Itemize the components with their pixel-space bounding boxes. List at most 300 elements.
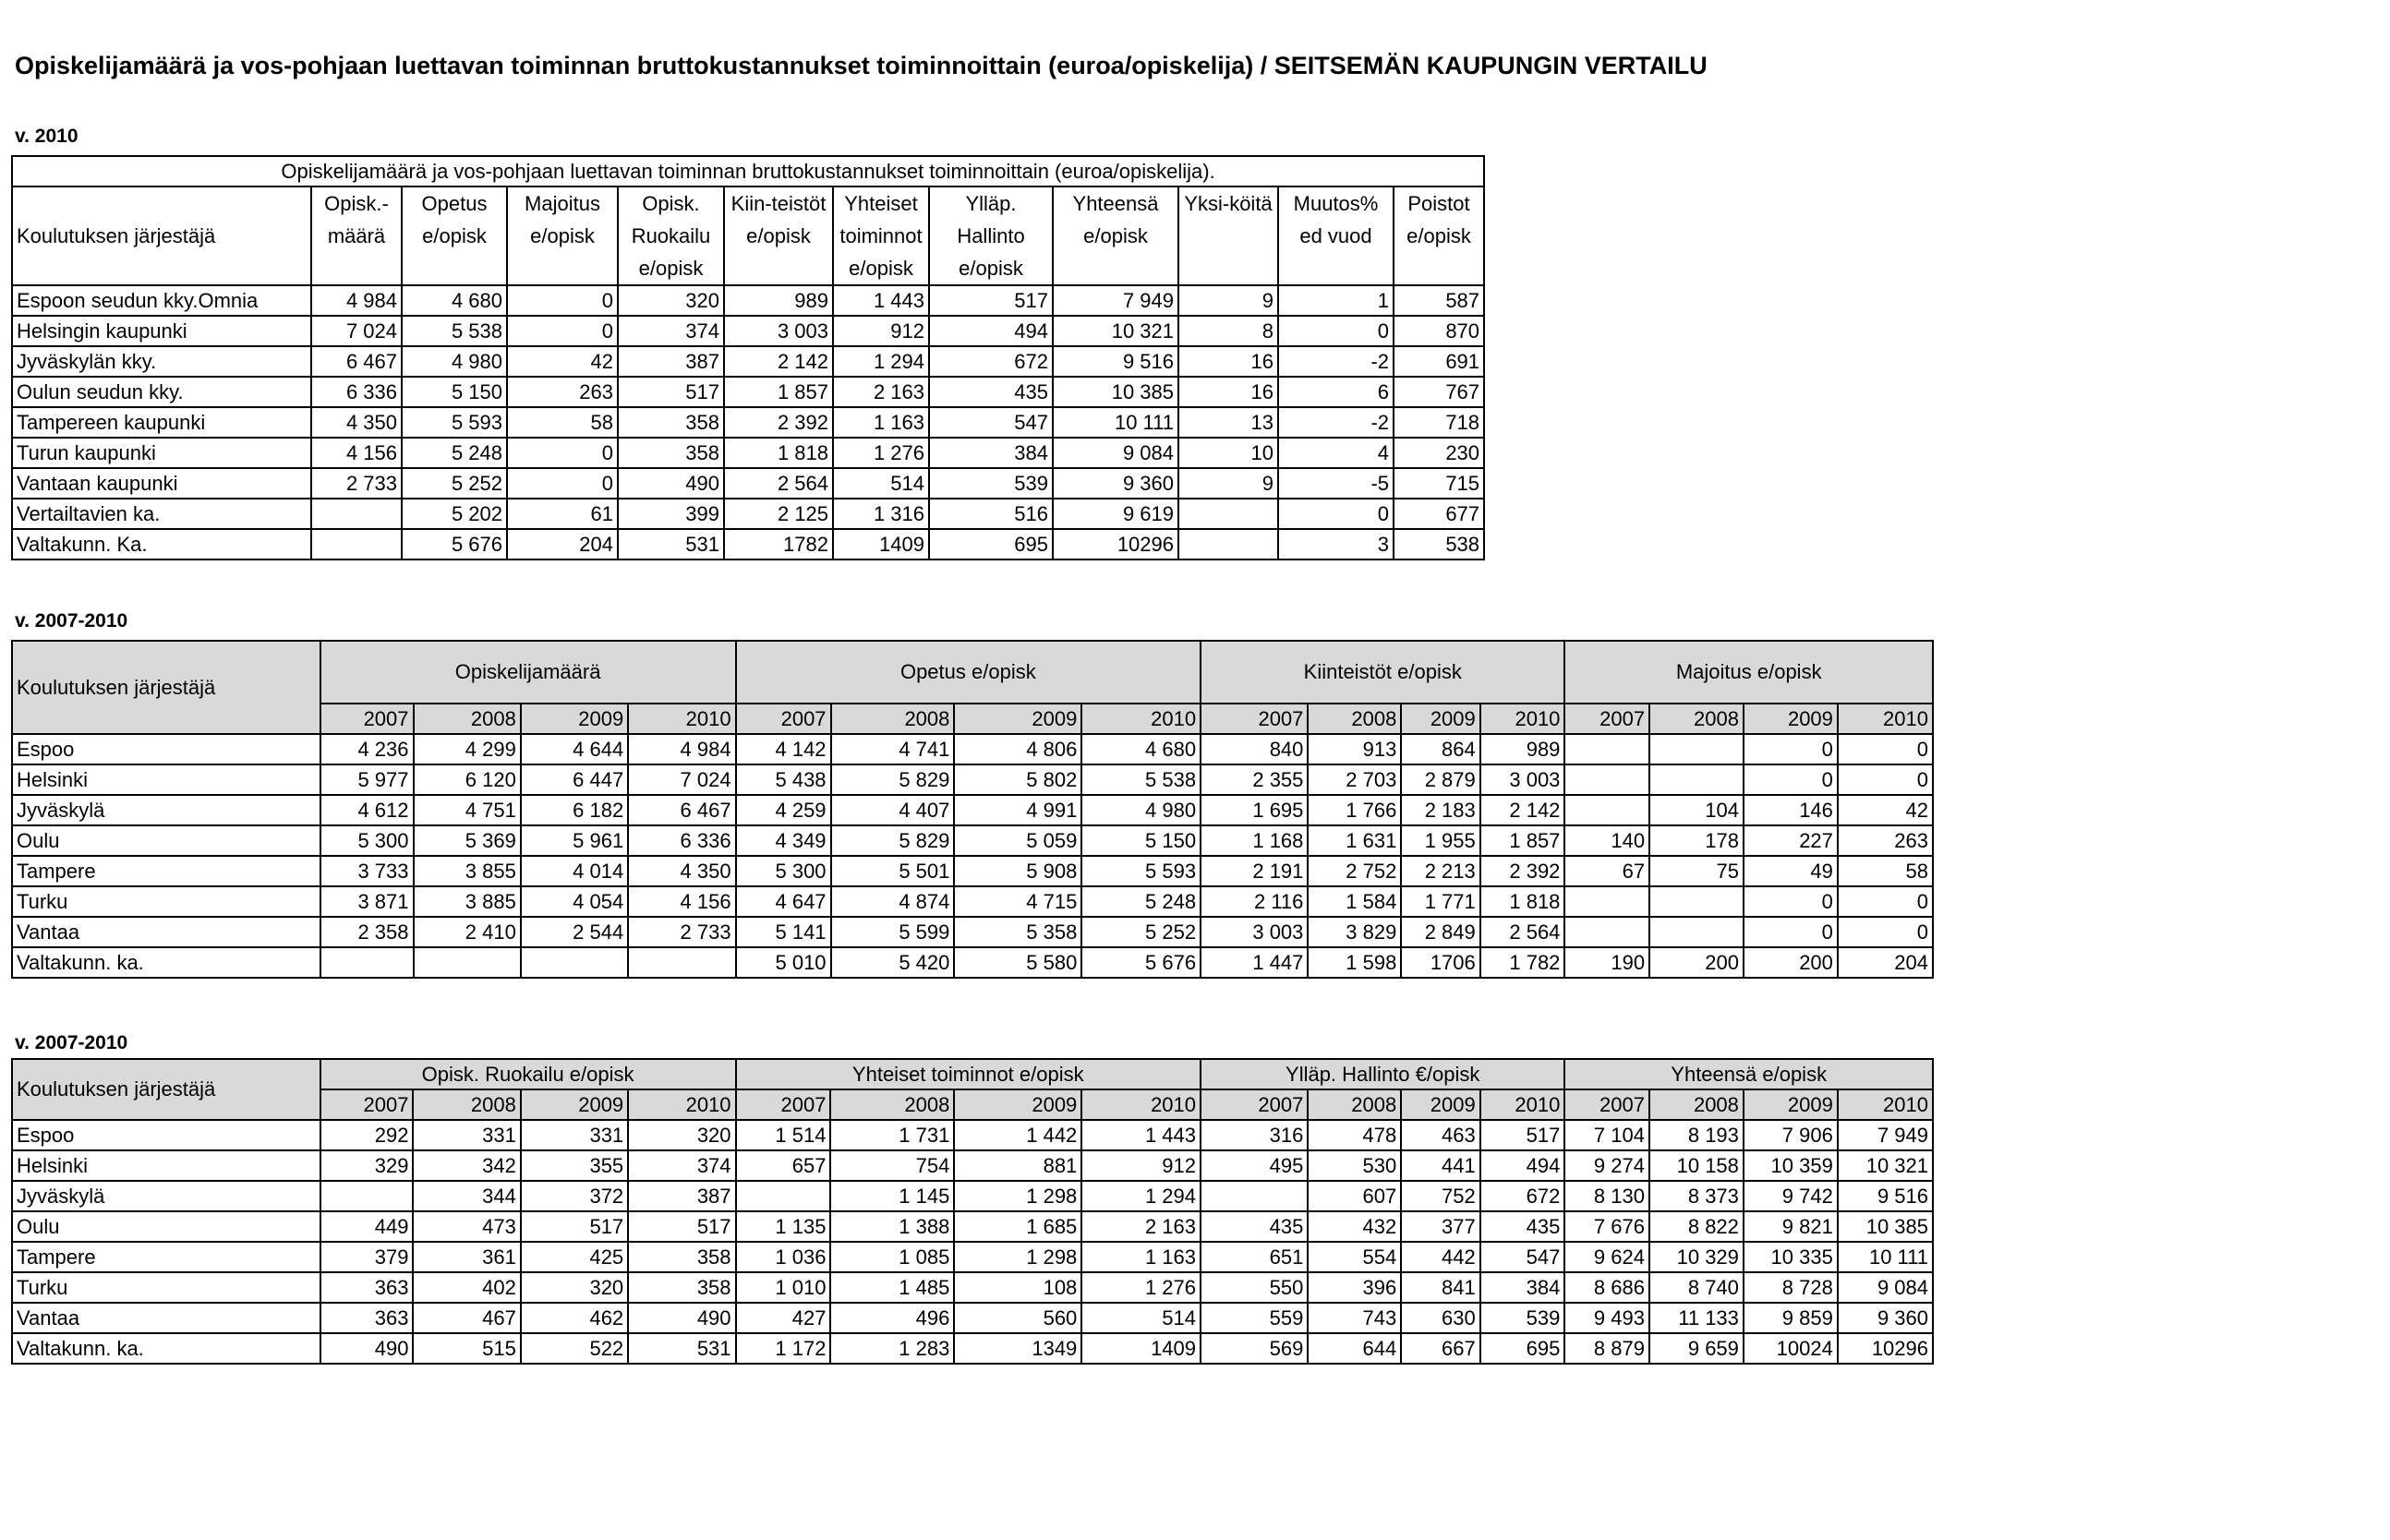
table-cell: 67 [1564, 856, 1649, 886]
table-cell: 1 298 [954, 1242, 1081, 1272]
row-label: Espoon seudun kky.Omnia [12, 285, 311, 316]
table-cell: 425 [521, 1242, 628, 1272]
table-cell: 402 [413, 1272, 520, 1303]
table-cell: 2 191 [1201, 856, 1308, 886]
row-label: Oulun seudun kky. [12, 377, 311, 407]
table-cell: 559 [1201, 1303, 1308, 1333]
table-cell: 2 355 [1201, 764, 1308, 795]
table-row [12, 917, 1933, 947]
table-cell: 230 [1394, 438, 1484, 468]
year-header: 2010 [1480, 1089, 1565, 1120]
row-label: Helsinki [12, 1150, 320, 1181]
table-cell [1178, 499, 1278, 529]
table-cell: 227 [1744, 825, 1838, 856]
row-label: Turku [12, 1272, 320, 1303]
column-header: Poistot e/opisk [1394, 186, 1484, 285]
table-cell: 1409 [1081, 1333, 1201, 1364]
table-cell: 1782 [724, 529, 833, 559]
table-cell: 5 248 [1081, 886, 1201, 917]
table-cell: 5 150 [1081, 825, 1201, 856]
table-row [12, 764, 1933, 795]
table-cell: 7 104 [1564, 1120, 1649, 1150]
table-cell: 657 [736, 1150, 831, 1181]
column-header-organizer: Koulutuksen järjestäjä [12, 1059, 320, 1120]
table-cell: 204 [507, 529, 618, 559]
year-header: 2007 [320, 704, 414, 734]
table-cell [1564, 917, 1649, 947]
year-header: 2009 [1401, 704, 1479, 734]
table-cell: 0 [1278, 499, 1394, 529]
table-cell: 200 [1649, 947, 1744, 978]
table-cell [1649, 886, 1744, 917]
table-cell: 42 [1838, 795, 1933, 825]
table-cell: 9 619 [1053, 499, 1178, 529]
table-cell: 2 733 [628, 917, 735, 947]
table-cell: 4 350 [628, 856, 735, 886]
row-label: Jyväskylä [12, 795, 320, 825]
table-cell: 2 142 [724, 346, 833, 377]
table-row [12, 1242, 1933, 1272]
table-2007-2010-costs [11, 1058, 1934, 1365]
year-header: 2008 [830, 1089, 954, 1120]
table-cell: 1706 [1401, 947, 1479, 978]
table-cell: 1 782 [1480, 947, 1565, 978]
table-cell: 1 685 [954, 1211, 1081, 1242]
table-cell: 2 116 [1201, 886, 1308, 917]
table-cell [1178, 529, 1278, 559]
table-cell: 4 715 [954, 886, 1081, 917]
table-cell: 4 142 [736, 734, 831, 764]
table-cell: 75 [1649, 856, 1744, 886]
table-cell: 9 659 [1649, 1333, 1744, 1364]
table-cell: 399 [618, 499, 724, 529]
table-cell: 1349 [954, 1333, 1081, 1364]
column-header: Yksi-köitä [1178, 186, 1278, 285]
table-cell: 743 [1308, 1303, 1401, 1333]
table-row [12, 407, 1484, 438]
table-cell: 752 [1401, 1181, 1479, 1211]
table-row [12, 499, 1484, 529]
table-cell: 11 133 [1649, 1303, 1744, 1333]
row-label: Vertailtavien ka. [12, 499, 311, 529]
table-cell: 435 [1201, 1211, 1308, 1242]
table-cell: 514 [833, 468, 929, 499]
table-cell: 2 213 [1401, 856, 1479, 886]
table-cell: 1 766 [1308, 795, 1401, 825]
table-cell: 5 252 [402, 468, 507, 499]
table-cell: 10296 [1053, 529, 1178, 559]
table-cell: 3 855 [414, 856, 521, 886]
year-header: 2007 [1564, 704, 1649, 734]
table-cell: 1 135 [736, 1211, 831, 1242]
table-cell [736, 1181, 831, 1211]
table-cell: 0 [507, 316, 618, 346]
table-caption: Opiskelijamäärä ja vos-pohjaan luettavan toiminnan bruttokustannukset toiminnoittain (euroa/opiskelija). [12, 156, 1484, 186]
table-cell: 9 360 [1838, 1303, 1933, 1333]
year-header: 2007 [1564, 1089, 1649, 1120]
year-header: 2009 [521, 1089, 628, 1120]
table-cell: 718 [1394, 407, 1484, 438]
year-header: 2010 [628, 704, 735, 734]
year-header: 2007 [1201, 704, 1308, 734]
table-cell: 1 818 [1480, 886, 1565, 917]
table-cell: 10 385 [1838, 1211, 1933, 1242]
column-header: Yhteiset toiminnot e/opisk [833, 186, 929, 285]
table-cell: 4 349 [736, 825, 831, 856]
table-cell: 384 [1480, 1272, 1565, 1303]
table-row [12, 438, 1484, 468]
table-cell: 2 358 [320, 917, 414, 947]
table-cell: 358 [618, 407, 724, 438]
column-group-header: Opisk. Ruokailu e/opisk [320, 1059, 736, 1089]
table-cell: 363 [320, 1303, 414, 1333]
table-cell: 316 [1201, 1120, 1308, 1150]
table-cell: 4 407 [831, 795, 955, 825]
table-cell: 1 695 [1201, 795, 1308, 825]
table-cell: 5 420 [831, 947, 955, 978]
row-label: Turku [12, 886, 320, 917]
table-cell: 387 [628, 1181, 735, 1211]
table-cell: 320 [628, 1120, 735, 1150]
table-cell: 6 467 [628, 795, 735, 825]
table-row [12, 468, 1484, 499]
table-cell: 331 [413, 1120, 520, 1150]
table-cell: 7 024 [311, 316, 402, 346]
table-cell: 554 [1308, 1242, 1401, 1272]
row-label: Jyväskylä [12, 1181, 320, 1211]
row-label: Jyväskylän kky. [12, 346, 311, 377]
table-cell: 263 [1838, 825, 1933, 856]
table-cell [1649, 734, 1744, 764]
table-cell: 5 010 [736, 947, 831, 978]
table-cell: 9 084 [1053, 438, 1178, 468]
column-header: Kiin-teistöt e/opisk [724, 186, 833, 285]
table-cell: 531 [628, 1333, 735, 1364]
table-cell: 2 163 [833, 377, 929, 407]
table-cell: 10 385 [1053, 377, 1178, 407]
table-cell: 1 443 [833, 285, 929, 316]
table-cell: 1 145 [830, 1181, 954, 1211]
row-label: Tampere [12, 1242, 320, 1272]
page-title: Opiskelijamäärä ja vos-pohjaan luettavan toiminnan bruttokustannukset toiminnoittain (euroa/opiskelija) / SEITSEMÄN KAUPUNGIN VERTAILU [15, 52, 1708, 79]
table-cell: 539 [929, 468, 1053, 499]
row-label: Valtakunn. ka. [12, 1333, 320, 1364]
table-cell: 463 [1401, 1120, 1479, 1150]
table-cell: 5 300 [320, 825, 414, 856]
table-cell: 1 955 [1401, 825, 1479, 856]
table-row [12, 346, 1484, 377]
year-header: 2008 [831, 704, 955, 734]
table-cell: 490 [320, 1333, 414, 1364]
year-header: 2010 [628, 1089, 735, 1120]
table-cell: 4 751 [414, 795, 521, 825]
table-cell [1564, 886, 1649, 917]
table-cell: 1 514 [736, 1120, 831, 1150]
row-label: Vantaa [12, 1303, 320, 1333]
table-cell: 1 [1278, 285, 1394, 316]
table-cell: 8 728 [1744, 1272, 1838, 1303]
table-cell: 4 350 [311, 407, 402, 438]
table-cell: 58 [507, 407, 618, 438]
row-label: Tampereen kaupunki [12, 407, 311, 438]
table-cell: 5 538 [402, 316, 507, 346]
table-cell: 9 859 [1744, 1303, 1838, 1333]
table-cell: 2 849 [1401, 917, 1479, 947]
table-cell: 1 857 [724, 377, 833, 407]
column-header: Opisk.-määrä [311, 186, 402, 285]
table-cell: 6 120 [414, 764, 521, 795]
column-header: Muutos% ed vuod [1278, 186, 1394, 285]
column-group-header: Ylläp. Hallinto €/opisk [1201, 1059, 1564, 1089]
table-row [12, 316, 1484, 346]
table-cell: 178 [1649, 825, 1744, 856]
table-cell: 1 818 [724, 438, 833, 468]
table-cell: 5 501 [831, 856, 955, 886]
table-cell: 467 [413, 1303, 520, 1333]
table-cell: 0 [1744, 917, 1838, 947]
table-cell: 913 [1308, 734, 1401, 764]
table-cell: 672 [929, 346, 1053, 377]
table-cell: 2 564 [1480, 917, 1565, 947]
table-cell: 9 742 [1744, 1181, 1838, 1211]
table-cell: 1 584 [1308, 886, 1401, 917]
table-cell: 1 447 [1201, 947, 1308, 978]
table-cell: 870 [1394, 316, 1484, 346]
table-cell: 387 [618, 346, 724, 377]
table-cell: 5 300 [736, 856, 831, 886]
table-cell: 1 276 [833, 438, 929, 468]
table-cell: 5 248 [402, 438, 507, 468]
table-cell: 1409 [833, 529, 929, 559]
table-cell: 441 [1401, 1150, 1479, 1181]
table-cell: 4 741 [831, 734, 955, 764]
table-cell: 6 336 [628, 825, 735, 856]
table-cell [1564, 734, 1649, 764]
table-cell: 384 [929, 438, 1053, 468]
table-cell: 538 [1394, 529, 1484, 559]
table-cell: 372 [521, 1181, 628, 1211]
table-cell: 3 003 [1480, 764, 1565, 795]
table-cell: 547 [1480, 1242, 1565, 1272]
table-cell: 5 908 [954, 856, 1081, 886]
table-cell: 1 168 [1201, 825, 1308, 856]
table-cell: 989 [724, 285, 833, 316]
table-cell: 9 274 [1564, 1150, 1649, 1181]
table-cell: 1 771 [1401, 886, 1479, 917]
table-cell: 840 [1201, 734, 1308, 764]
table-cell: 1 010 [736, 1272, 831, 1303]
table-cell: 4 156 [311, 438, 402, 468]
table-cell: 355 [521, 1150, 628, 1181]
table-cell: 377 [1401, 1211, 1479, 1242]
table-cell: 7 906 [1744, 1120, 1838, 1150]
table-cell: 569 [1201, 1333, 1308, 1364]
table-cell: 58 [1838, 856, 1933, 886]
table-cell [521, 947, 628, 978]
table-cell: 2 142 [1480, 795, 1565, 825]
table-cell: 104 [1649, 795, 1744, 825]
table-cell: 9 516 [1838, 1181, 1933, 1211]
table-cell: 1 294 [833, 346, 929, 377]
table-cell: 3 871 [320, 886, 414, 917]
table-cell: 4 [1278, 438, 1394, 468]
table-row [12, 1120, 1933, 1150]
table-cell: 530 [1308, 1150, 1401, 1181]
year-header: 2009 [1401, 1089, 1479, 1120]
table-cell: 1 631 [1308, 825, 1401, 856]
table-cell: 516 [929, 499, 1053, 529]
table-cell: 5 438 [736, 764, 831, 795]
table-cell: 2 125 [724, 499, 833, 529]
table-cell: 6 447 [521, 764, 628, 795]
year-header: 2010 [1838, 704, 1933, 734]
column-group-header: Opetus e/opisk [736, 641, 1201, 704]
table-cell: 517 [1480, 1120, 1565, 1150]
table-cell: 3 003 [1201, 917, 1308, 947]
table-cell: 10 335 [1744, 1242, 1838, 1272]
year-header: 2007 [736, 704, 831, 734]
row-label: Espoo [12, 734, 320, 764]
table-cell: 363 [320, 1272, 414, 1303]
table-cell: 0 [1838, 886, 1933, 917]
table-cell: 1 283 [830, 1333, 954, 1364]
year-header: 2009 [1744, 704, 1838, 734]
table-cell: 691 [1394, 346, 1484, 377]
table-cell: 5 961 [521, 825, 628, 856]
column-group-header: Yhteensä e/opisk [1564, 1059, 1933, 1089]
table-cell: 61 [507, 499, 618, 529]
table-cell: 6 [1278, 377, 1394, 407]
table-cell: 4 236 [320, 734, 414, 764]
table-cell: 1 294 [1081, 1181, 1201, 1211]
table-cell: 4 980 [1081, 795, 1201, 825]
table-cell: -2 [1278, 346, 1394, 377]
table-cell: 331 [521, 1120, 628, 1150]
table-cell: 3 [1278, 529, 1394, 559]
table-cell: 358 [628, 1242, 735, 1272]
table-cell: 140 [1564, 825, 1649, 856]
table-row [12, 825, 1933, 856]
section-label-2010: v. 2010 [15, 126, 78, 147]
table-cell: 10296 [1838, 1333, 1933, 1364]
table-cell: 0 [1838, 917, 1933, 947]
table-cell: 2 752 [1308, 856, 1401, 886]
table-cell: 989 [1480, 734, 1565, 764]
column-header-organizer: Koulutuksen järjestäjä [12, 641, 320, 734]
table-cell: 16 [1178, 346, 1278, 377]
table-cell: 9 624 [1564, 1242, 1649, 1272]
table-cell: 1 316 [833, 499, 929, 529]
table-cell: 1 276 [1081, 1272, 1201, 1303]
table-cell: 4 014 [521, 856, 628, 886]
table-cell: 881 [954, 1150, 1081, 1181]
table-cell: 478 [1308, 1120, 1401, 1150]
table-cell: 490 [628, 1303, 735, 1333]
table-cell: 292 [320, 1120, 414, 1150]
table-cell: 1 442 [954, 1120, 1081, 1150]
table-cell: 517 [929, 285, 1053, 316]
year-header: 2007 [320, 1089, 414, 1120]
table-cell: 8 879 [1564, 1333, 1649, 1364]
table-cell: 5 599 [831, 917, 955, 947]
table-cell: 5 358 [954, 917, 1081, 947]
year-header: 2010 [1480, 704, 1565, 734]
table-cell: 2 392 [724, 407, 833, 438]
table-cell [1649, 917, 1744, 947]
table-cell: 607 [1308, 1181, 1401, 1211]
table-row [12, 1333, 1933, 1364]
table-row [12, 947, 1933, 978]
table-cell: 5 150 [402, 377, 507, 407]
row-label: Helsingin kaupunki [12, 316, 311, 346]
table-cell: 522 [521, 1333, 628, 1364]
table-cell: 1 298 [954, 1181, 1081, 1211]
table-cell: 3 003 [724, 316, 833, 346]
table-cell: 7 024 [628, 764, 735, 795]
table-cell: 9 084 [1838, 1272, 1933, 1303]
table-cell: 13 [1178, 407, 1278, 438]
table-cell: 695 [929, 529, 1053, 559]
table-row [12, 734, 1933, 764]
column-header: Yhteensä e/opisk [1053, 186, 1178, 285]
table-cell: 361 [413, 1242, 520, 1272]
table-cell: 9 360 [1053, 468, 1178, 499]
table-row [12, 1150, 1933, 1181]
table-row [12, 1272, 1933, 1303]
table-cell: 204 [1838, 947, 1933, 978]
table-cell: 5 676 [1081, 947, 1201, 978]
table-row [12, 1181, 1933, 1211]
table-row [12, 529, 1484, 559]
year-header: 2009 [954, 704, 1081, 734]
table-cell [320, 1181, 414, 1211]
table-cell: 3 885 [414, 886, 521, 917]
column-header: Ylläp. Hallinto e/opisk [929, 186, 1053, 285]
table-cell: 550 [1201, 1272, 1308, 1303]
year-header: 2010 [1838, 1089, 1933, 1120]
table-cell: 5 369 [414, 825, 521, 856]
table-cell: -5 [1278, 468, 1394, 499]
year-header: 2008 [1649, 1089, 1744, 1120]
table-cell: 715 [1394, 468, 1484, 499]
table-row [12, 377, 1484, 407]
table-cell: 677 [1394, 499, 1484, 529]
year-header: 2009 [954, 1089, 1081, 1120]
table-cell: 2 183 [1401, 795, 1479, 825]
table-cell: 5 593 [402, 407, 507, 438]
table-cell: 0 [1744, 764, 1838, 795]
column-group-header: Kiinteistöt e/opisk [1201, 641, 1564, 704]
table-cell: 7 949 [1053, 285, 1178, 316]
table-cell: 547 [929, 407, 1053, 438]
table-cell: 9 516 [1053, 346, 1178, 377]
table-cell: 3 829 [1308, 917, 1401, 947]
row-label: Turun kaupunki [12, 438, 311, 468]
table-cell: 6 467 [311, 346, 402, 377]
table-cell: 587 [1394, 285, 1484, 316]
table-cell: 1 036 [736, 1242, 831, 1272]
row-label: Oulu [12, 1211, 320, 1242]
table-cell: 2 410 [414, 917, 521, 947]
table-cell: 539 [1480, 1303, 1565, 1333]
table-cell: 5 059 [954, 825, 1081, 856]
table-cell: 10 321 [1053, 316, 1178, 346]
table-cell: 1 443 [1081, 1120, 1201, 1150]
year-header: 2008 [414, 704, 521, 734]
table-cell: 435 [1480, 1211, 1565, 1242]
table-cell: 2 733 [311, 468, 402, 499]
table-row [12, 856, 1933, 886]
